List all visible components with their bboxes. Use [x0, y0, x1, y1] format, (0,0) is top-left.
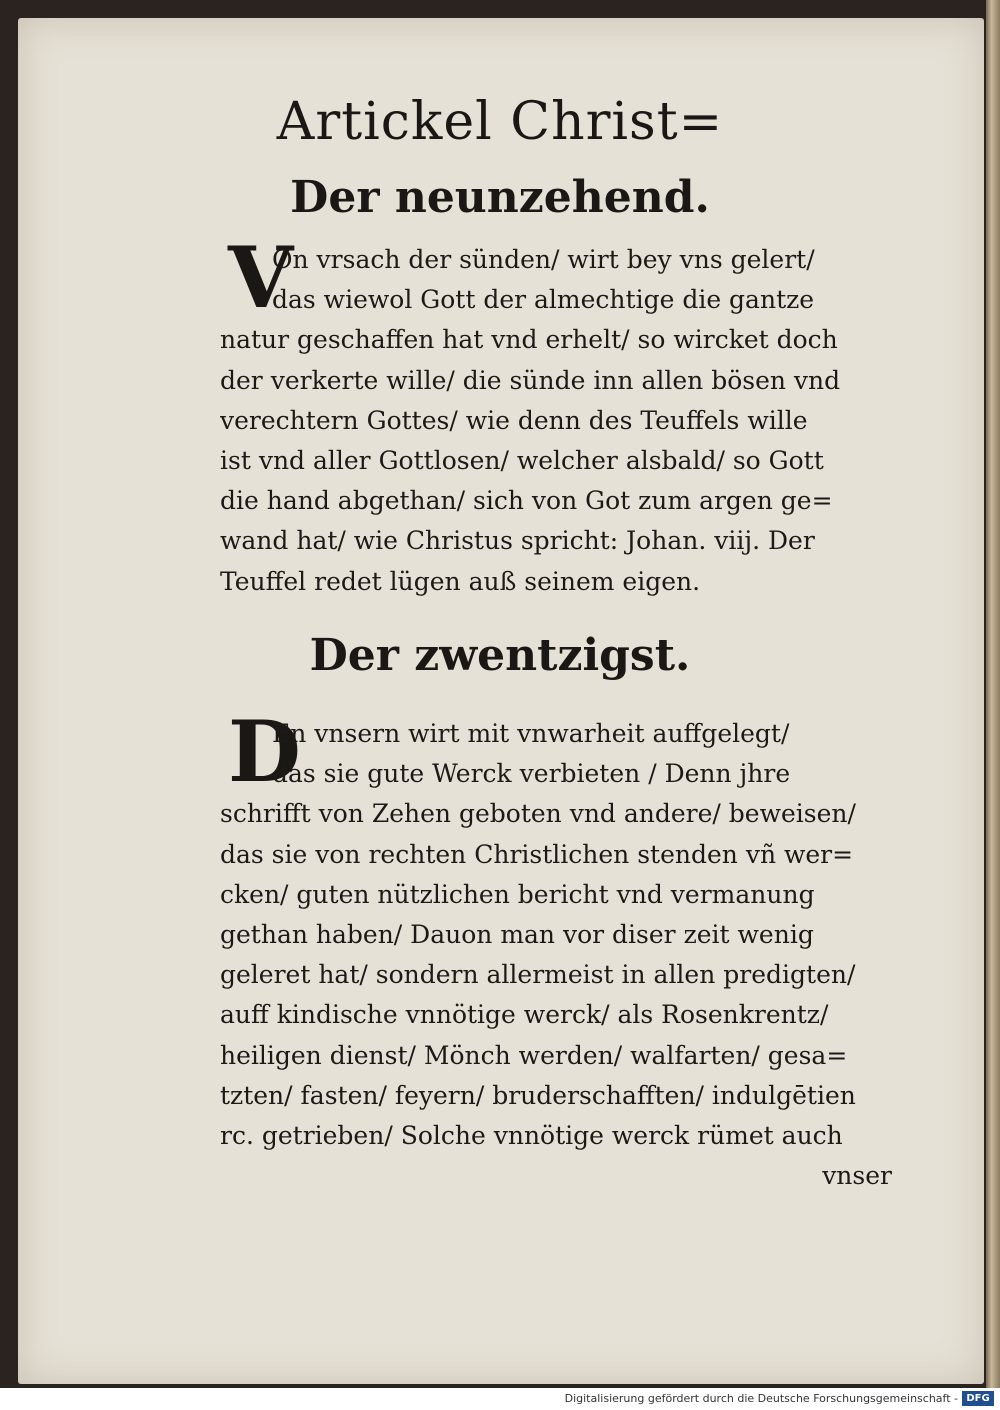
- text-line: Teuffel redet lügen auß seinem eigen.: [220, 566, 701, 596]
- footer-bar: [0, 1388, 1000, 1410]
- text-line: das sie gute Werck verbieten / Denn jhre: [272, 759, 791, 789]
- text-line: der verkerte wille/ die sünde inn allen bösen vnd: [220, 365, 841, 395]
- text-line: das wiewol Gott der almechtige die gantze: [272, 285, 815, 315]
- text-line: heiligen dienst/ Mönch werden/ walfarten/ gesa=: [220, 1040, 848, 1070]
- text-line: natur geschaffen hat vnd erhelt/ so wircket doch: [220, 325, 838, 355]
- text-line: On vrsach der sünden/ wirt bey vns gelert/: [272, 245, 815, 274]
- dfg-logo: DFG: [962, 1391, 994, 1406]
- paragraph-19: [220, 240, 892, 602]
- text-line: wand hat/ wie Christus spricht: Johan. viij. Der: [220, 526, 815, 556]
- drop-initial-20: D: [228, 702, 301, 801]
- text-line: En vnsern wirt mit vnwarheit auffgelegt/: [272, 719, 790, 748]
- text-line: verechtern Gottes/ wie denn des Teuffels wille: [220, 405, 808, 435]
- drop-initial-19: V: [228, 228, 294, 327]
- running-head: Artickel Christ=: [276, 92, 724, 152]
- text-line: cken/ guten nützlichen bericht vnd vermanung: [220, 879, 815, 909]
- text-line: geleret hat/ sondern allermeist in allen predigten/: [220, 960, 856, 990]
- text-line: ist vnd aller Gottlosen/ welcher alsbald/ so Gott: [220, 445, 824, 475]
- funding-notice: Digitalisierung gefördert durch die Deutsche Forschungsgemeinschaft -: [564, 1392, 958, 1405]
- catchword: vnser: [822, 1161, 892, 1191]
- text-line: rc. getrieben/ Solche vnnötige werck rümet auch: [220, 1120, 843, 1150]
- text-line: die hand abgethan/ sich von Got zum argen ge=: [220, 486, 833, 516]
- text-line: gethan haben/ Dauon man vor diser zeit wenig: [220, 919, 814, 949]
- paragraph-20: [220, 714, 892, 1196]
- section-heading-20: Der zwentzigst.: [309, 630, 691, 681]
- text-line: auff kindische vnnötige werck/ als Rosenkrentz/: [220, 1000, 829, 1030]
- text-line: schrifft von Zehen geboten vnd andere/ beweisen/: [220, 799, 856, 829]
- text-line: tzten/ fasten/ feyern/ bruderschafften/ indulgētien: [220, 1080, 856, 1110]
- text-line: das sie von rechten Christlichen stenden vñ wer=: [220, 839, 854, 869]
- section-heading-19: Der neunzehend.: [290, 172, 710, 223]
